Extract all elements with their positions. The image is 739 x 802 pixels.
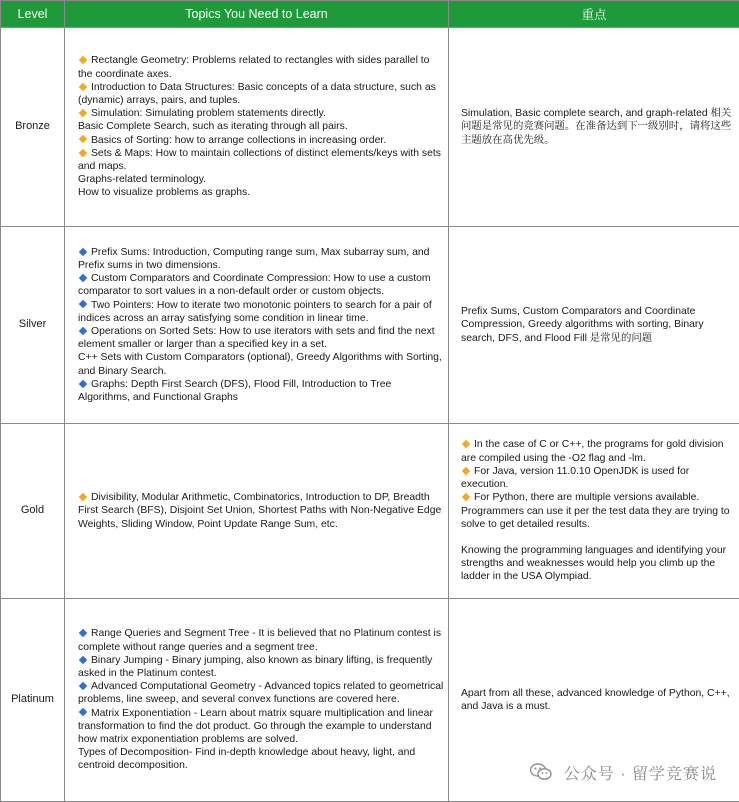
- topic-line: [78, 147, 444, 173]
- topics-cell: [65, 424, 449, 599]
- topic-text: Introduction to Data Structures: Basic concepts of a data structure, such as (dynamic) arrays, pairs, and tuples.: [78, 82, 436, 106]
- topic-line: [78, 680, 444, 706]
- focus-line: [461, 491, 735, 531]
- topic-line: [78, 654, 444, 680]
- focus-text: For Java, version 11.0.10 OpenJDK is used for execution.: [461, 466, 689, 490]
- orange-diamond-icon: [79, 148, 87, 156]
- topic-text: C++ Sets with Custom Comparators (optional), Greedy Algorithms with Sorting, and Binary Search.: [78, 352, 442, 376]
- topic-line: [78, 746, 444, 772]
- topic-text: Divisibility, Modular Arithmetic, Combinatorics, Introduction to DP, Breadth First Search (BFS), Disjoint Set Union, Shortest Paths with Non-Negative Edge Weights, Sliding Window, Point Update Range Sum, etc.: [78, 492, 441, 529]
- topic-text: Simulation: Simulating problem statements directly.: [91, 108, 326, 119]
- topic-line: [78, 707, 444, 747]
- focus-text: Apart from all these, advanced knowledge of Python, C++, and Java is a must.: [461, 688, 730, 712]
- topic-line: [78, 120, 444, 133]
- level-cell: Platinum: [1, 599, 65, 802]
- orange-diamond-icon: [462, 493, 470, 501]
- topic-text: Rectangle Geometry: Problems related to rectangles with sides parallel to the coordinate axes.: [78, 55, 429, 79]
- orange-diamond-icon: [462, 440, 470, 448]
- blue-diamond-icon: [79, 274, 87, 282]
- table-row: [1, 424, 739, 599]
- watermark-text: 公众号 · 留学竞赛说: [564, 766, 717, 783]
- watermark: [530, 761, 717, 786]
- topic-line: [78, 325, 444, 351]
- focus-line: [461, 687, 735, 713]
- blue-diamond-icon: [79, 300, 87, 308]
- table-row: [1, 28, 739, 227]
- blue-diamond-icon: [79, 655, 87, 663]
- topic-text: Binary Jumping - Binary jumping, also known as binary lifting, is frequently asked in the Platinum contest.: [78, 655, 432, 679]
- topic-line: [78, 134, 444, 147]
- topics-cell: [65, 599, 449, 802]
- orange-diamond-icon: [79, 493, 87, 501]
- orange-diamond-icon: [79, 109, 87, 117]
- topic-line: [78, 54, 444, 80]
- focus-line: [461, 107, 735, 147]
- topic-line: [78, 491, 444, 531]
- topic-line: [78, 378, 444, 404]
- topic-text: Two Pointers: How to iterate two monotonic pointers to search for a pair of indices across an array satisfying some condition in linear time.: [78, 300, 432, 324]
- blue-diamond-icon: [79, 629, 87, 637]
- blank-line: [461, 531, 735, 544]
- topic-text: Advanced Computational Geometry - Advanced topics related to geometrical problems, line sweep, and several convex functions are covered here.: [78, 681, 443, 705]
- topic-text: Operations on Sorted Sets: How to use iterators with sets and find the next element smaller or larger than a specified key in a set.: [78, 326, 435, 350]
- blue-diamond-icon: [79, 379, 87, 387]
- focus-line: [461, 305, 735, 345]
- orange-diamond-icon: [79, 56, 87, 64]
- blue-diamond-icon: [79, 682, 87, 690]
- topic-line: [78, 246, 444, 272]
- topic-line: [78, 627, 444, 653]
- focus-line: [461, 465, 735, 491]
- focus-text: Prefix Sums, Custom Comparators and Coordinate Compression, Greedy algorithms with sorting, Binary search, DFS, and Flood Fill 是常见的问题: [461, 306, 704, 343]
- focus-line: [461, 438, 735, 464]
- header-row: [1, 1, 739, 28]
- topic-line: [78, 173, 444, 186]
- level-cell: Bronze: [1, 28, 65, 227]
- topic-line: [78, 81, 444, 107]
- topic-line: [78, 186, 444, 199]
- focus-text: Simulation, Basic complete search, and graph-related 相关问题是常见的竞赛问题。在准备达到下一级别时，请将这些主题放在高优先级。: [461, 108, 731, 145]
- topic-line: [78, 272, 444, 298]
- topics-cell: [65, 227, 449, 424]
- header-topics: Topics You Need to Learn: [65, 1, 449, 28]
- topic-text: Graphs-related terminology.: [78, 174, 206, 185]
- topic-text: Basic Complete Search, such as iterating through all pairs.: [78, 121, 348, 132]
- level-cell: Gold: [1, 424, 65, 599]
- topic-line: [78, 351, 444, 377]
- wechat-icon: [530, 763, 552, 786]
- focus-text: For Python, there are multiple versions available. Programmers can use it per the test data they are trying to solve to get detailed results.: [461, 492, 730, 529]
- orange-diamond-icon: [79, 135, 87, 143]
- topic-text: Custom Comparators and Coordinate Compression: How to use a custom comparator to sort values in a non-default order or custom objects.: [78, 273, 431, 297]
- topic-line: [78, 107, 444, 120]
- header-focus: 重点: [449, 1, 739, 28]
- topic-text: Range Queries and Segment Tree - It is believed that no Platinum contest is complete without range queries and a segment tree.: [78, 628, 441, 652]
- topic-line: [78, 299, 444, 325]
- topic-text: Types of Decomposition- Find in-depth knowledge about heavy, light, and centroid decomposition.: [78, 747, 415, 771]
- focus-cell: [449, 28, 739, 227]
- header-level: Level: [1, 1, 65, 28]
- topic-text: How to visualize problems as graphs.: [78, 187, 250, 198]
- orange-diamond-icon: [79, 82, 87, 90]
- topic-text: Graphs: Depth First Search (DFS), Flood Fill, Introduction to Tree Algorithms, and Functional Graphs: [78, 379, 391, 403]
- focus-cell: [449, 424, 739, 599]
- focus-text: In the case of C or C++, the programs for gold division are compiled using the -O2 flag and -lm.: [461, 439, 724, 463]
- topics-cell: [65, 28, 449, 227]
- focus-line: [461, 544, 735, 584]
- orange-diamond-icon: [462, 466, 470, 474]
- blue-diamond-icon: [79, 708, 87, 716]
- focus-text: Knowing the programming languages and identifying your strengths and weaknesses would help you climb up the ladder in the USA Olympiad.: [461, 545, 726, 582]
- topic-text: Prefix Sums: Introduction, Computing range sum, Max subarray sum, and Prefix sums in two dimensions.: [78, 247, 429, 271]
- topic-text: Basics of Sorting: how to arrange collections in increasing order.: [91, 135, 386, 146]
- topic-text: Sets & Maps: How to maintain collections of distinct elements/keys with sets and maps.: [78, 148, 441, 172]
- blue-diamond-icon: [79, 327, 87, 335]
- table-row: [1, 227, 739, 424]
- focus-cell: [449, 227, 739, 424]
- level-cell: Silver: [1, 227, 65, 424]
- topic-text: Matrix Exponentiation - Learn about matrix square multiplication and linear transformation to find the dot product. Go through the example to understand how matrix exponentiation problems are solved.: [78, 708, 433, 745]
- blue-diamond-icon: [79, 247, 87, 255]
